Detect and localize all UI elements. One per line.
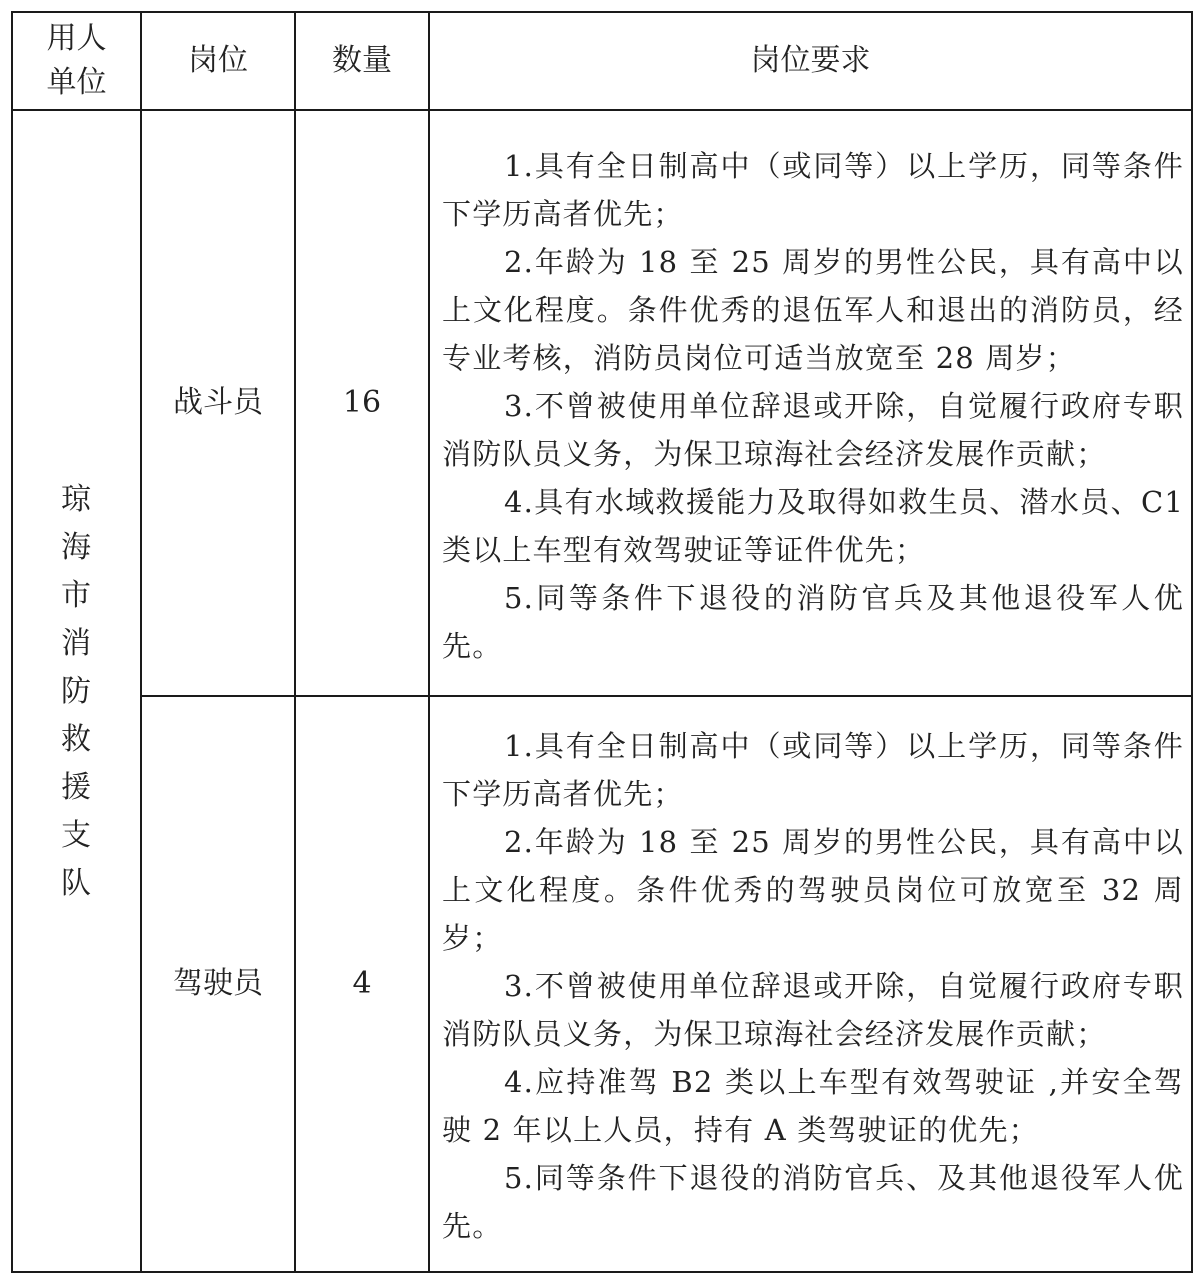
header-unit-line1: 用人 — [46, 21, 107, 56]
row1-requirements — [442, 142, 1184, 670]
header-unit — [13, 13, 140, 109]
requirement-item: 5.同等条件下退役的消防官兵及其他退役军人优先。 — [442, 581, 1184, 663]
requirement-item: 3.不曾被使用单位辞退或开除，自觉履行政府专职消防队员义务，为保卫琼海社会经济发展作贡献； — [442, 389, 1184, 471]
row1-position: 战斗员 — [173, 385, 263, 420]
row2-requirements — [442, 722, 1184, 1250]
requirement-item: 4.应持准驾 B2 类以上车型有效驾驶证 ,并安全驾驶 2 年以上人员，持有 A 类驾驶证的优先； — [442, 1065, 1184, 1147]
header-unit-line2: 单位 — [46, 65, 107, 100]
header-quantity: 数量 — [332, 43, 392, 78]
border-right — [1191, 11, 1193, 1273]
unit-char: 消 — [61, 626, 91, 661]
unit-char: 防 — [61, 674, 91, 709]
border-bottom — [11, 1271, 1193, 1273]
requirement-item: 1.具有全日制高中（或同等）以上学历，同等条件下学历高者优先； — [442, 729, 1184, 811]
unit-name — [12, 112, 140, 1272]
row2-quantity: 4 — [352, 966, 372, 1001]
header-position: 岗位 — [188, 43, 248, 78]
unit-char: 援 — [61, 770, 91, 805]
unit-char: 琼 — [61, 482, 91, 517]
requirement-item: 2.年龄为 18 至 25 周岁的男性公民，具有高中以上文化程度。条件优秀的驾驶员岗位可放宽至 32 周岁； — [442, 825, 1184, 955]
unit-char: 队 — [61, 866, 91, 901]
row2-position: 驾驶员 — [173, 966, 263, 1001]
requirement-item: 2.年龄为 18 至 25 周岁的男性公民，具有高中以上文化程度。条件优秀的退伍军人和退出的消防员，经专业考核，消防员岗位可适当放宽至 28 周岁； — [442, 245, 1184, 375]
requirement-item: 1.具有全日制高中（或同等）以上学历，同等条件下学历高者优先； — [442, 149, 1184, 231]
requirement-item: 5.同等条件下退役的消防官兵、及其他退役军人优先。 — [442, 1161, 1184, 1243]
requirement-item: 3.不曾被使用单位辞退或开除，自觉履行政府专职消防队员义务，为保卫琼海社会经济发展作贡献； — [442, 969, 1184, 1051]
requirement-item: 4.具有水域救援能力及取得如救生员、潜水员、C1 类以上车型有效驾驶证等证件优先； — [442, 485, 1184, 567]
row1-quantity: 16 — [342, 385, 382, 420]
unit-char: 救 — [61, 722, 91, 757]
col-divider-3 — [428, 11, 430, 1273]
header-requirements: 岗位要求 — [750, 43, 871, 78]
unit-char: 市 — [61, 578, 91, 613]
unit-char: 海 — [61, 530, 91, 565]
unit-char: 支 — [61, 818, 91, 853]
